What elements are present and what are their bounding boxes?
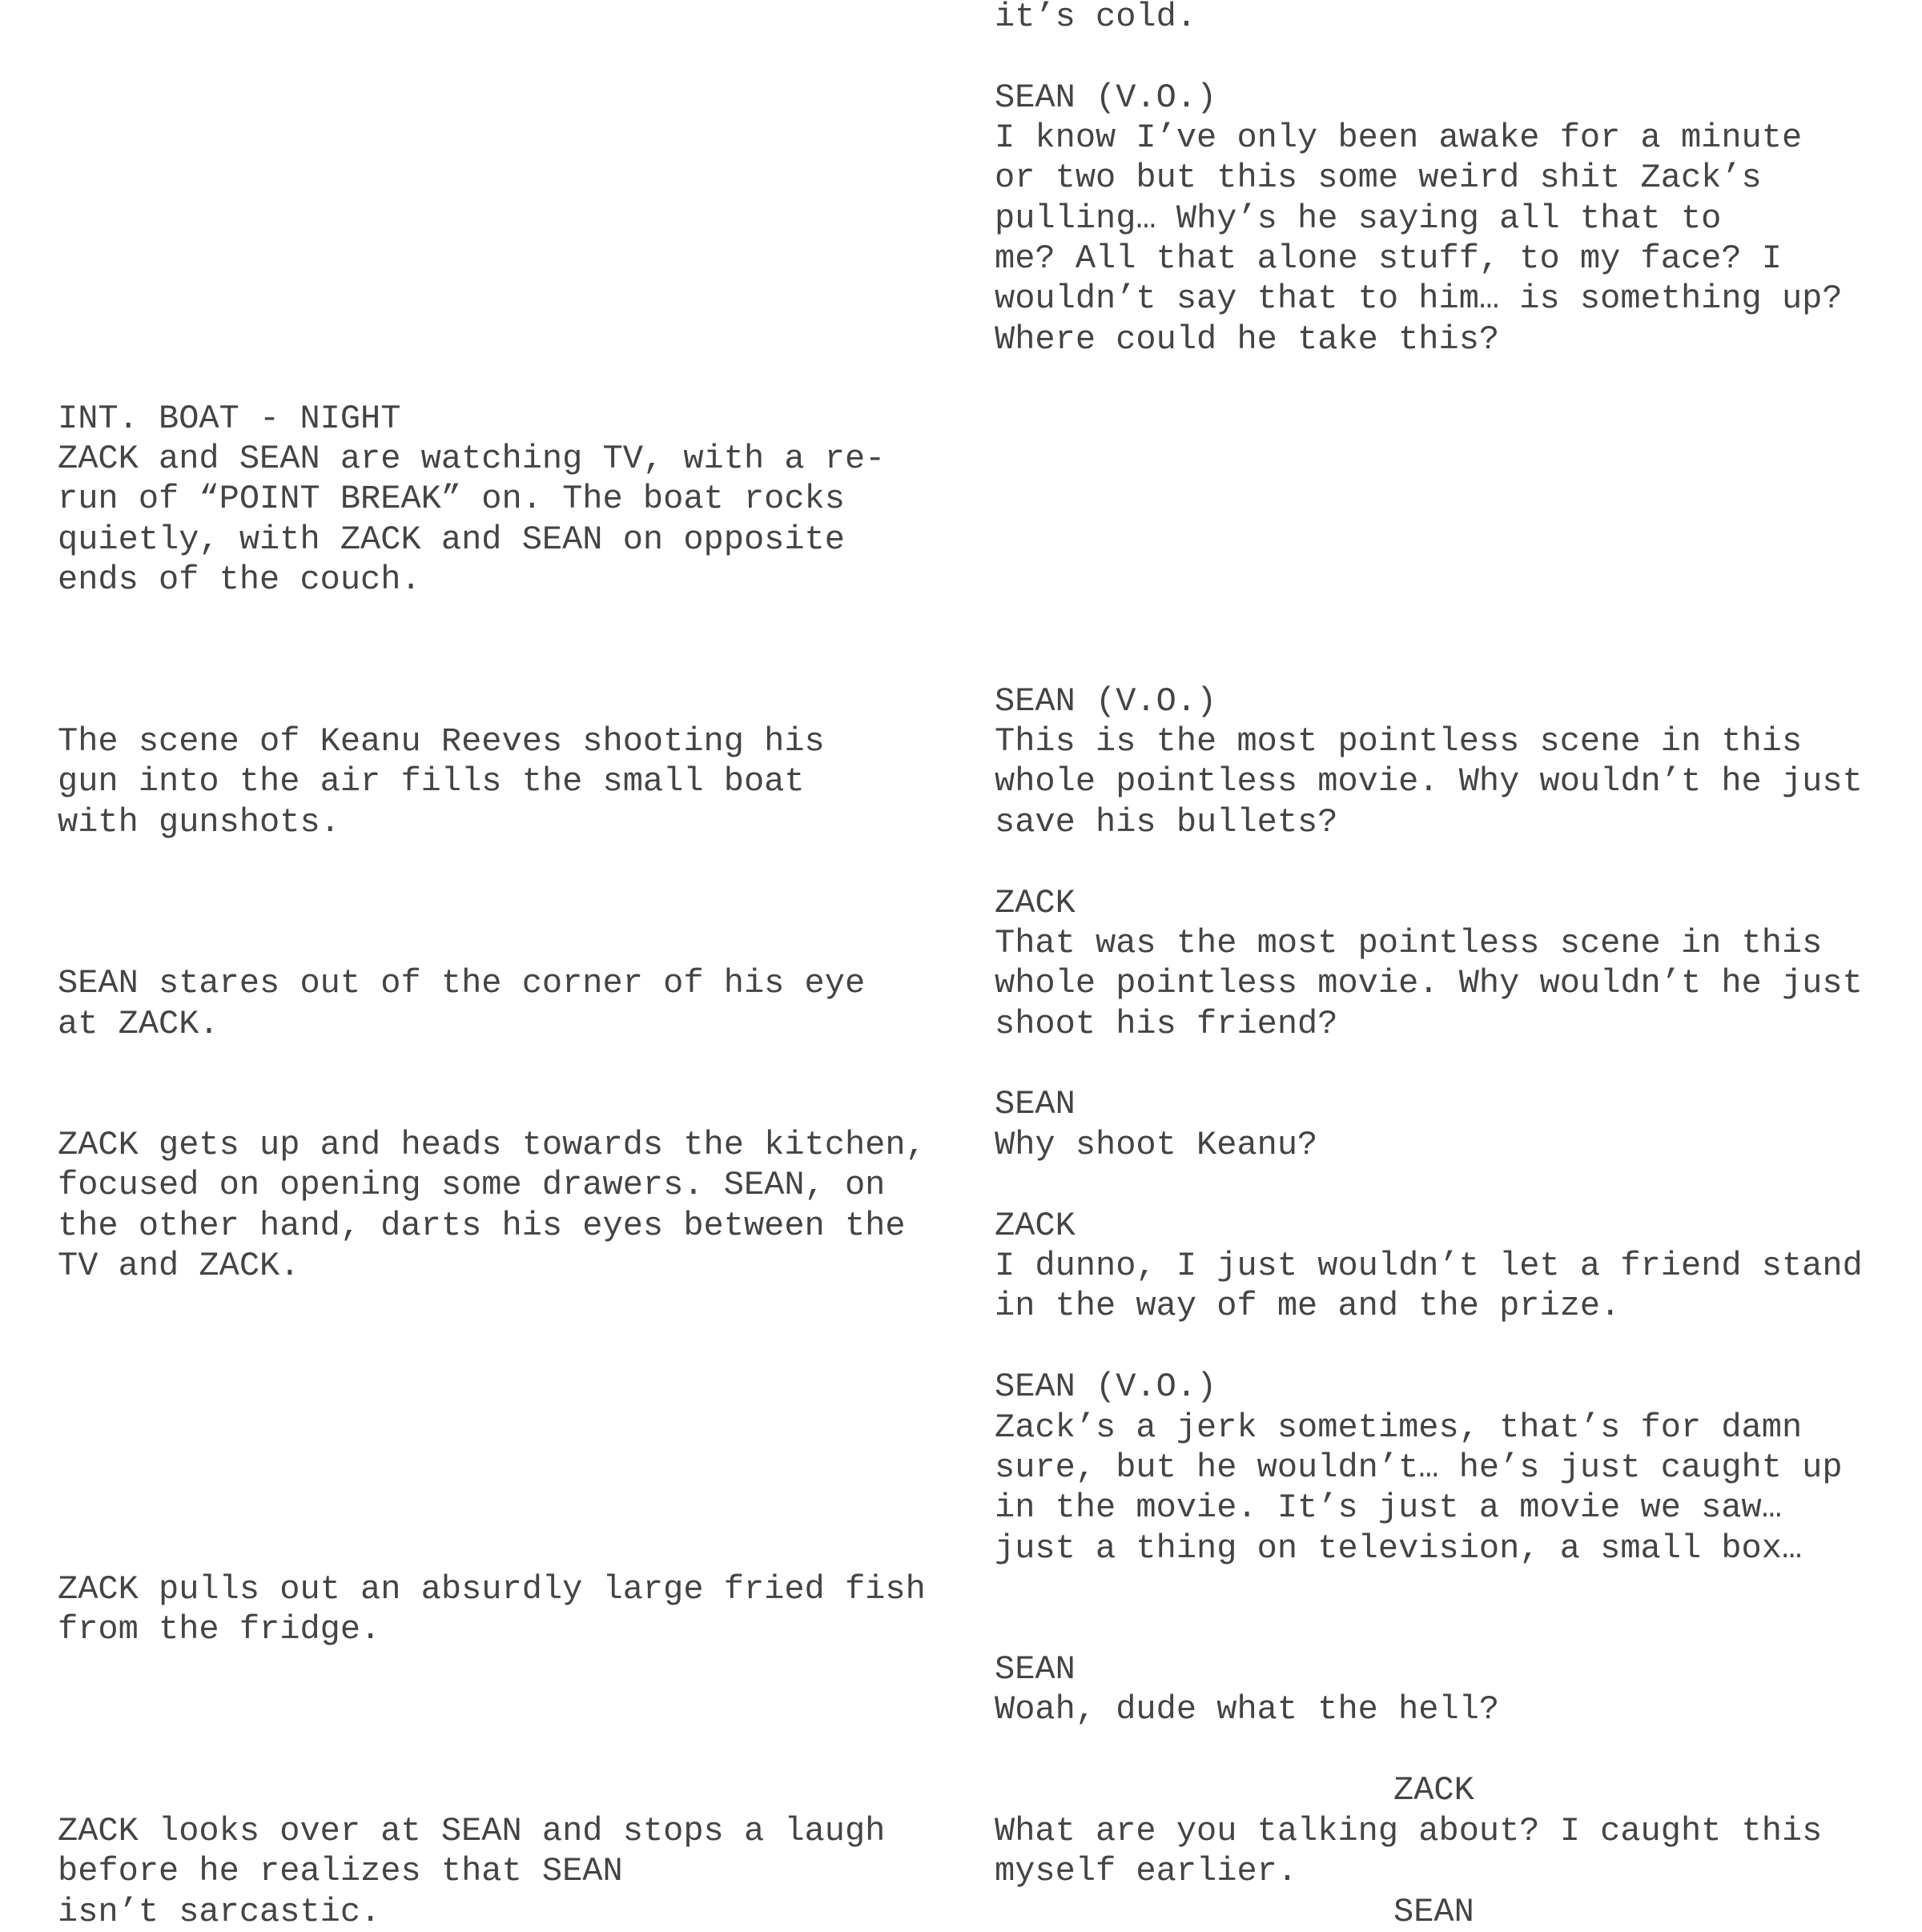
scene-heading: INT. BOAT - NIGHT xyxy=(58,400,401,438)
dialogue-line: it’s cold. xyxy=(995,0,1197,36)
character-name: SEAN (V.O.) xyxy=(995,1368,1217,1406)
action-line: run of “POINT BREAK” on. The boat rocks xyxy=(58,480,845,518)
action-line: ends of the couch. xyxy=(58,560,421,599)
action-line: ZACK pulls out an absurdly large fried fish xyxy=(58,1570,926,1609)
dialogue-line: This is the most pointless scene in this xyxy=(995,722,1803,761)
action-line: isn’t sarcastic. xyxy=(58,1893,381,1931)
character-name: ZACK xyxy=(995,1207,1076,1245)
dialogue-line: What are you talking about? I caught this xyxy=(995,1812,1823,1850)
character-name: SEAN xyxy=(995,1085,1076,1123)
action-line: quietly, with ZACK and SEAN on opposite xyxy=(58,520,845,559)
dialogue-line: sure, but he wouldn’t… he’s just caught up xyxy=(995,1448,1843,1487)
dialogue-line: whole pointless movie. Why wouldn’t he just xyxy=(995,964,1863,1002)
dialogue-line: me? All that alone stuff, to my face? I xyxy=(995,239,1782,278)
dialogue-line: I dunno, I just wouldn’t let a friend stand xyxy=(995,1247,1863,1285)
dialogue-line: That was the most pointless scene in this xyxy=(995,924,1823,962)
character-name: SEAN (V.O.) xyxy=(995,682,1217,721)
action-line: gun into the air fills the small boat xyxy=(58,762,805,801)
dialogue-line: Woah, dude what the hell? xyxy=(995,1690,1500,1729)
character-name: SEAN (V.O.) xyxy=(995,78,1217,117)
dialogue-line: pulling… Why’s he saying all that to xyxy=(995,199,1722,238)
dialogue-line: save his bullets? xyxy=(995,803,1338,841)
action-line: at ZACK. xyxy=(58,1005,219,1043)
dialogue-line: I know I’ve only been awake for a minute xyxy=(995,118,1803,157)
action-line: TV and ZACK. xyxy=(58,1247,300,1285)
character-name: ZACK xyxy=(1393,1771,1474,1809)
dialogue-line: whole pointless movie. Why wouldn’t he just xyxy=(995,762,1863,801)
action-line: before he realizes that SEAN xyxy=(58,1852,623,1890)
action-line: ZACK gets up and heads towards the kitchen, xyxy=(58,1126,926,1164)
dialogue-line: myself earlier. xyxy=(995,1852,1298,1890)
dialogue-line: shoot his friend? xyxy=(995,1005,1338,1043)
dialogue-line: Where could he take this? xyxy=(995,320,1500,359)
character-name: SEAN xyxy=(1393,1893,1474,1931)
action-line: The scene of Keanu Reeves shooting his xyxy=(58,722,825,761)
action-line: SEAN stares out of the corner of his eye xyxy=(58,964,866,1002)
action-line: with gunshots. xyxy=(58,803,340,841)
dialogue-line: or two but this some weird shit Zack’s xyxy=(995,159,1762,197)
dialogue-line: Zack’s a jerk sometimes, that’s for damn xyxy=(995,1408,1803,1447)
action-line: ZACK looks over at SEAN and stops a laugh xyxy=(58,1812,886,1850)
action-line: from the fridge. xyxy=(58,1610,381,1649)
dialogue-line: wouldn’t say that to him… is something up? xyxy=(995,279,1843,318)
character-name: ZACK xyxy=(995,884,1076,922)
dialogue-line: in the way of me and the prize. xyxy=(995,1287,1621,1325)
character-name: SEAN xyxy=(995,1650,1076,1689)
action-line: ZACK and SEAN are watching TV, with a re- xyxy=(58,440,886,478)
action-line: focused on opening some drawers. SEAN, on xyxy=(58,1166,886,1204)
dialogue-line: in the movie. It’s just a movie we saw… xyxy=(995,1488,1782,1527)
dialogue-line: just a thing on television, a small box… xyxy=(995,1529,1803,1568)
action-line: the other hand, darts his eyes between the xyxy=(58,1207,906,1245)
dialogue-line: Why shoot Keanu? xyxy=(995,1126,1318,1164)
